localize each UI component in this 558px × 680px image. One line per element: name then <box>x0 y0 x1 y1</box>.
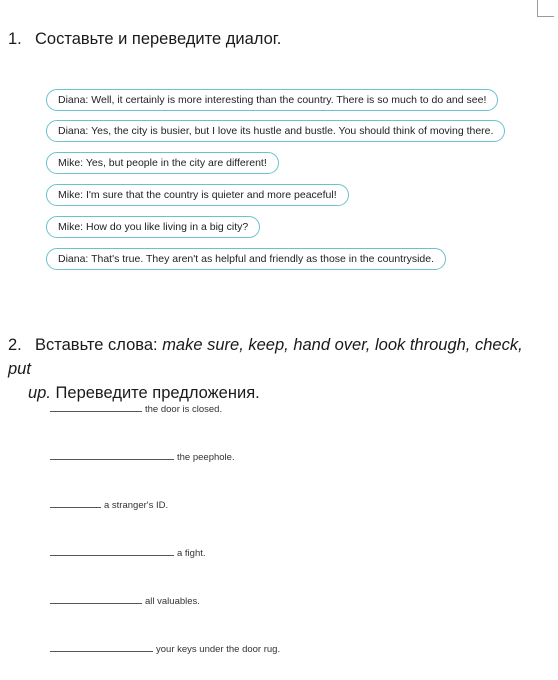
task2-lead: Вставьте слова: <box>35 336 158 354</box>
fill-in-sentence <box>50 546 206 561</box>
dialog-line[interactable]: Diana: Yes, the city is busier, but I love its hustle and bustle. You should think of moving there. <box>46 120 505 142</box>
dialog-line[interactable]: Diana: That's true. They aren't as helpful and friendly as those in the countryside. <box>46 248 446 270</box>
dialog-line[interactable]: Diana: Well, it certainly is more interesting than the country. There is so much to do and see! <box>46 89 498 111</box>
sentence-text: your keys under the door rug. <box>156 644 281 655</box>
task2-instruction: Переведите предложения. <box>55 384 260 402</box>
sentence-text: all valuables. <box>145 596 200 607</box>
answer-blank[interactable] <box>50 546 174 556</box>
sentence-text: a fight. <box>177 548 206 559</box>
dialog-line[interactable]: Mike: Yes, but people in the city are different! <box>46 152 279 174</box>
fill-in-sentence <box>50 642 280 657</box>
fill-in-sentence <box>50 594 200 609</box>
fill-in-sentence <box>50 402 222 417</box>
answer-blank[interactable] <box>50 450 174 460</box>
answer-blank[interactable] <box>50 402 142 412</box>
answer-blank[interactable] <box>50 594 142 604</box>
dialog-line[interactable]: Mike: I'm sure that the country is quieter and more peaceful! <box>46 184 349 206</box>
answer-blank[interactable] <box>50 642 153 652</box>
task2-number: 2. <box>8 336 22 354</box>
page-corner-mark <box>537 0 554 17</box>
dialog-line[interactable]: Mike: How do you like living in a big city? <box>46 216 260 238</box>
sentence-text: the door is closed. <box>145 404 223 415</box>
task1-title: Составьте и переведите диалог. <box>35 30 282 48</box>
fill-in-sentence <box>50 498 168 513</box>
sentence-text: a stranger's ID. <box>104 500 169 511</box>
sentence-text: the peephole. <box>177 452 235 463</box>
task1-number: 1. <box>8 30 22 48</box>
task1-heading <box>8 27 281 51</box>
task2-word-list: make sure, keep, hand over, look through, check, put <box>8 336 523 378</box>
answer-blank[interactable] <box>50 498 101 508</box>
fill-in-sentence <box>50 450 235 465</box>
task2-heading <box>8 333 538 405</box>
task2-word-list-end: up. <box>28 384 51 402</box>
